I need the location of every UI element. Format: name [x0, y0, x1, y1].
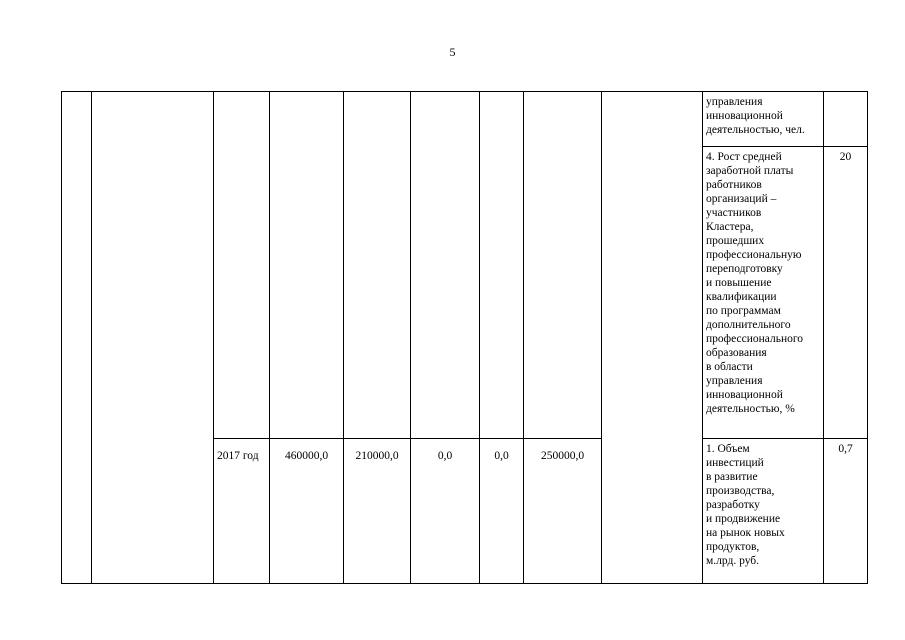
federal-value: 210000,0 — [355, 450, 399, 462]
extra-value: 250000,0 — [540, 450, 585, 462]
local-cell-empty — [480, 92, 524, 439]
extra-cell — [524, 439, 602, 584]
total-cell-empty — [270, 92, 344, 439]
year-text: 2017 год — [217, 450, 259, 462]
indicator-value-cell — [824, 147, 868, 439]
federal-cell-empty — [344, 92, 411, 439]
event-name-cell — [92, 92, 214, 584]
year-cell — [214, 439, 270, 584]
indicator-value: 0,7 — [838, 443, 853, 455]
indicator-cell — [703, 147, 824, 439]
indicator-value — [824, 92, 867, 95]
extra-cell-empty — [524, 92, 602, 439]
year-cell-empty — [214, 92, 270, 439]
indicator-cell — [703, 439, 824, 584]
indicator-text: 1. Объем инвестиций в развитие производства, разработку и продвижение на рынок новых продуктов, м.лрд. руб. — [706, 443, 785, 567]
indicator-cell — [703, 92, 824, 147]
page-number: 5 — [449, 45, 456, 59]
executor-cell — [602, 92, 703, 584]
regional-cell — [411, 439, 480, 584]
budget-table — [61, 91, 868, 584]
indicator-text: 4. Рост средней заработной платы работников организаций – участников Кластера, прошедших профессиональную переподготовку и повышение квалификации по программам дополнительного профессионального образования в области управления инновационной деятельностью, % — [706, 151, 804, 415]
indicator-value-cell — [824, 439, 868, 584]
total-cell — [270, 439, 344, 584]
regional-value: 0,0 — [437, 450, 453, 462]
federal-cell — [344, 439, 411, 584]
regional-cell-empty — [411, 92, 480, 439]
indicator-value: 20 — [839, 151, 852, 163]
indicator-value-cell — [824, 92, 868, 147]
table-row — [62, 92, 868, 147]
indicator-text: управления инновационной деятельностью, чел. — [706, 96, 805, 136]
total-value: 460000,0 — [284, 450, 329, 462]
local-cell — [480, 439, 524, 584]
number-cell — [62, 92, 92, 584]
local-value: 0,0 — [494, 450, 509, 462]
